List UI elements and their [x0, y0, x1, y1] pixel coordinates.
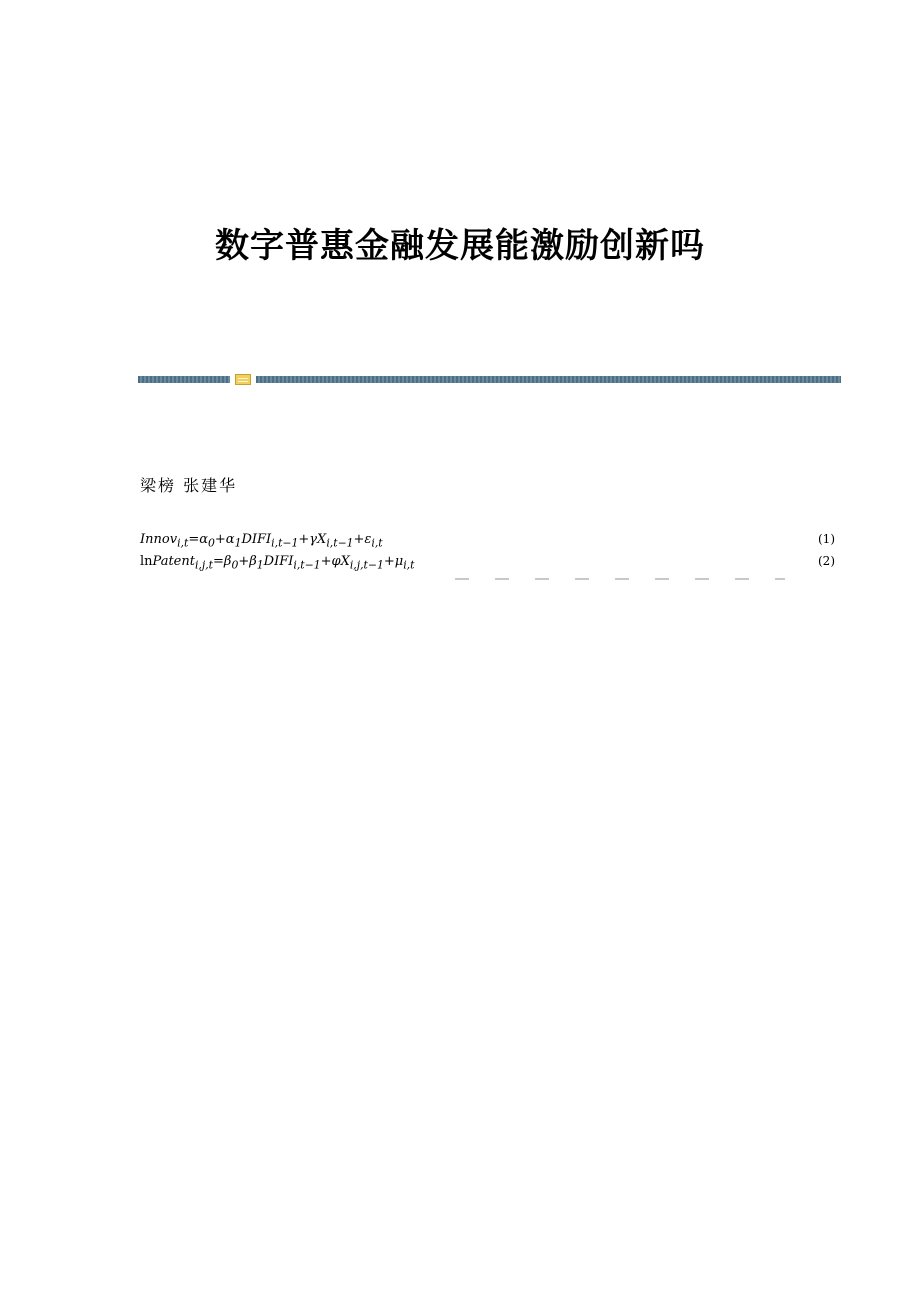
equation-2: [140, 554, 835, 574]
document-title: 数字普惠金融发展能激励创新吗: [215, 226, 705, 266]
equation-1: [140, 532, 835, 552]
equation-formula: $Innov_{i,t}=\alpha_0+\alpha_1DIFI_{i,t-1}+\gamma X_{i,t-1}+\varepsilon_{i,t}$: [140, 532, 383, 550]
authors: 梁榜 张建华: [140, 476, 238, 495]
divider-bar-right: [256, 376, 841, 383]
equation-number: (2): [818, 554, 835, 568]
equation-formula: $lnPatent_{i,j,t}=\beta_0+\beta_1DIFI_{i,t-1}+\varphi X_{i,j,t-1}+\mu_{i,t}$: [140, 554, 415, 572]
divider-bar-left: [138, 376, 230, 383]
section-divider: [138, 374, 841, 385]
envelope-icon: [235, 374, 251, 385]
scan-artifact: [455, 578, 785, 580]
equation-number: (1): [818, 532, 835, 546]
